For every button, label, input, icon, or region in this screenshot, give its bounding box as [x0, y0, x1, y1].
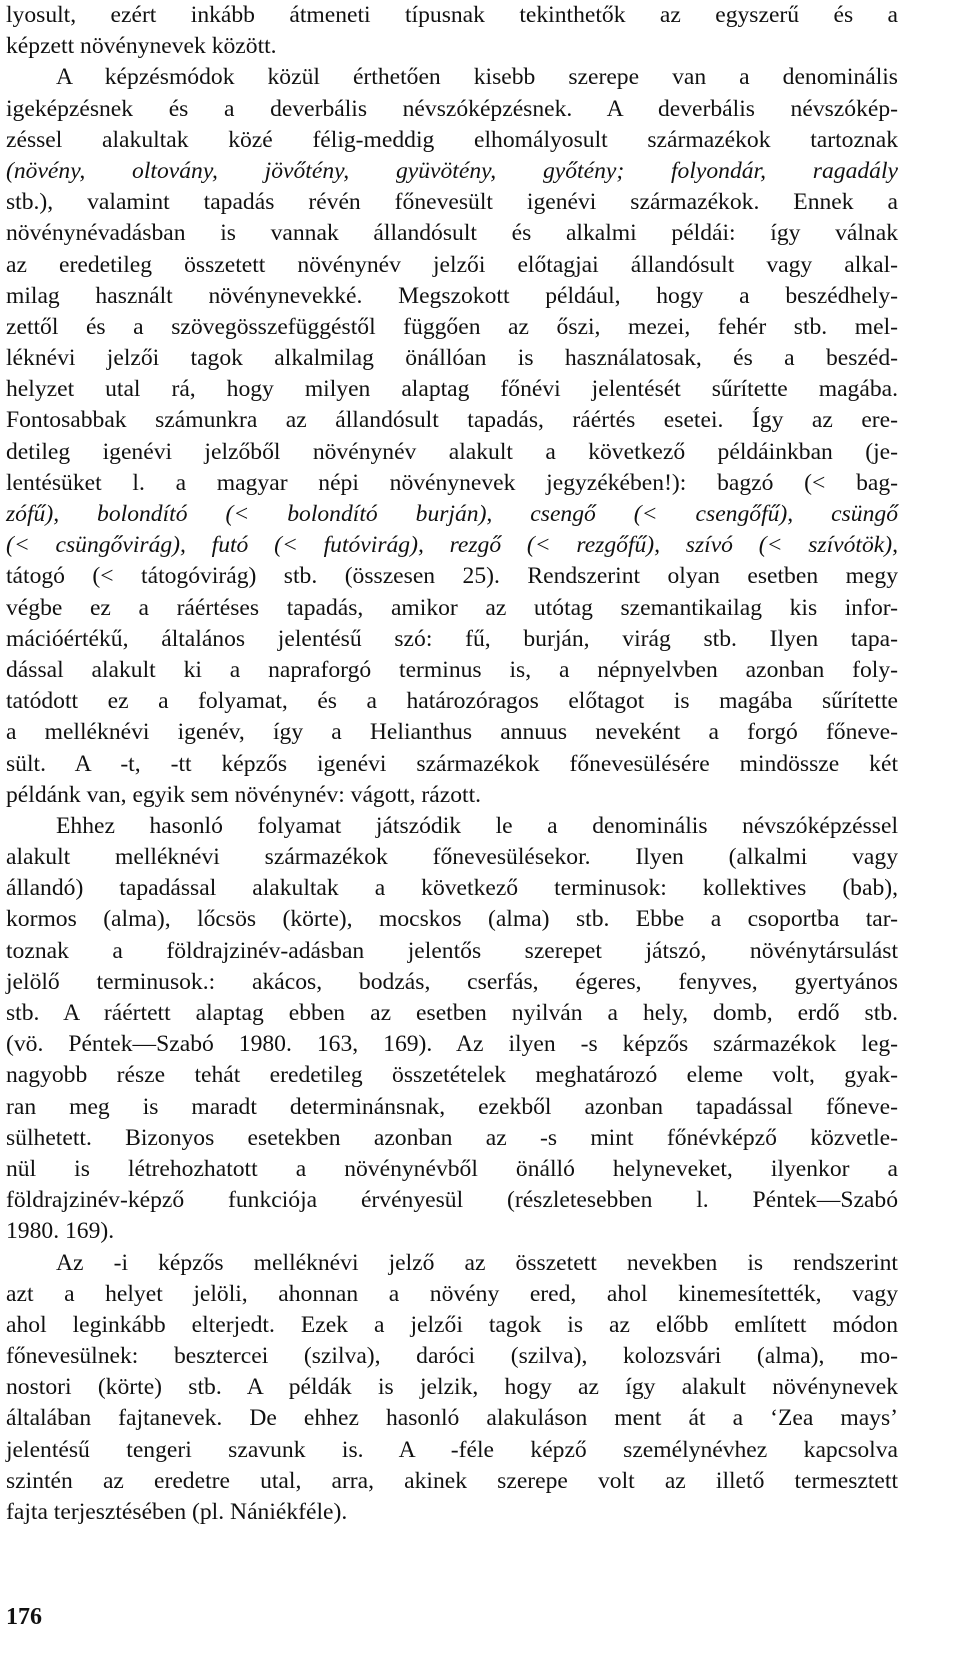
text-line: nül is létrehozhatott a növénynévből önálló helyneveket, ilyenkor a: [6, 1155, 898, 1182]
text-line: főnevesülnek: besztercei (szilva), daróci (szilva), kolozsvári (alma), mo-: [6, 1343, 898, 1370]
text-line: a melléknévi igenév, így a Helianthus annuus neveként a forgó főneve-: [6, 719, 898, 746]
text-line: példánk van, egyik sem növénynév: vágott, rázott.: [6, 781, 482, 808]
text-line: ran meg is maradt determinánsnak, ezekből azonban tapadással főneve-: [6, 1093, 898, 1120]
text-line: jelölő terminusok.: akácos, bodzás, cserfás, égeres, fenyves, gyertyános: [6, 968, 898, 995]
text-line: toznak a földrajzinév-adásban jelentős szerepet játszó, növénytársulást: [6, 937, 898, 964]
text-line: detileg igenévi jelzőből növénynév alakult a következő példáinkban (je-: [6, 438, 898, 465]
text-line: A képzésmódok közül érthetően kisebb szerepe van a denominális: [56, 64, 898, 91]
text-line: milag használt növénynevekké. Megszokott például, hogy a beszédhely-: [6, 282, 898, 309]
text-line: tátogó (< tátogóvirág) stb. (összesen 25). Rendszerint olyan esetben megy: [6, 563, 898, 590]
text-line: állandó) tapadással alakultak a következő terminusok: kollektives (bab),: [6, 875, 898, 902]
paragraph: [6, 62, 898, 811]
text-line: végbe ez a ráértéses tapadás, amikor az utótag szemantikailag kis infor-: [6, 594, 898, 621]
text-line: (< csüngővirág), futó (< futóvirág), rezgő (< rezgőfű), szívó (< szívótök),: [6, 532, 898, 559]
text-line: nostori (körte) stb. A példák is jelzik, hogy az így alakult növénynevek: [6, 1374, 898, 1401]
text-line: léknévi jelzői tagok alkalmilag önállóan is használatosak, és a beszéd-: [6, 345, 898, 372]
text-line: fajta terjesztésében (pl. Nániékféle).: [6, 1499, 348, 1525]
text-line: tatódott ez a folyamat, és a határozóragos előtagot is magába sűrítette: [6, 688, 898, 715]
paragraph: [6, 0, 898, 62]
text-line: azt a helyet jelöli, ahonnan a növény ered, ahol kinemesítették, vagy: [6, 1280, 898, 1307]
text-line: (vö. Péntek—Szabó 1980. 163, 169). Az ilyen -s képzős származékok leg-: [6, 1031, 898, 1058]
text-line: zettől és a szövegösszefüggéstől függően az őszi, mezei, fehér stb. mel-: [6, 313, 898, 340]
text-line: sülhetett. Bizonyos esetekben azonban az -s mint főnévképző közvetle-: [6, 1124, 898, 1151]
text-line: Ehhez hasonló folyamat játszódik le a denominális névszóképzéssel: [56, 812, 898, 839]
text-line: stb. A ráértett alaptag ebben az esetben nyilván a hely, domb, erdő stb.: [6, 1000, 898, 1026]
text-line: földrajzinév-képző funkciója érvényesül (részletesebben l. Péntek—Szabó: [6, 1187, 898, 1214]
paragraph: [6, 1248, 898, 1529]
text-line: igeképzésnek és a deverbális névszóképzésnek. A deverbális névszókép-: [6, 95, 898, 122]
text-line: Az -i képzős melléknévi jelző az összetett nevekben is rendszerint: [56, 1249, 898, 1276]
text-line: (növény, oltovány, jövőtény, gyüvötény, győtény; folyondár, ragadály: [6, 157, 898, 184]
text-line: nagyobb része tehát eredetileg összetételek meghatározó eleme volt, gyak-: [6, 1062, 898, 1089]
text-line: általában fajtanevek. De ehhez hasonló alakuláson ment át a ‘Zea mays’: [6, 1405, 898, 1432]
text-line: zéssel alakultak közé félig-meddig elhomályosult származékok tartoznak: [6, 126, 898, 153]
text-line: dással alakult ki a napraforgó terminus is, a népnyelvben azonban foly-: [6, 656, 898, 683]
text-line: lentésüket l. a magyar népi növénynevek jegyzékében!): bagzó (< bag-: [6, 469, 898, 496]
text-line: mációértékű, általános jelentésű szó: fű, burján, virág stb. Ilyen tapa-: [6, 625, 898, 652]
text-line: kormos (alma), lőcsös (körte), mocskos (alma) stb. Ebbe a csoportba tar-: [6, 906, 898, 933]
text-line: sült. A -t, -tt képzős igenévi származékok főnevesülésére mindössze két: [6, 750, 898, 777]
text-line: helyzet utal rá, hogy milyen alaptag főnévi jelentését sűrítette magába.: [6, 376, 898, 403]
text-line: zófű), bolondító (< bolondító burján), csengő (< csengőfű), csüngő: [6, 501, 898, 527]
text-line: lyosult, ezért inkább átmeneti típusnak tekinthetők az egyszerű és a: [6, 2, 898, 28]
text-line: Fontosabbak számunkra az állandósult tapadás, ráértés esetei. Így az ere-: [6, 407, 898, 434]
text-line: 1980. 169).: [6, 1218, 115, 1245]
page-number: 176: [6, 1604, 42, 1630]
text-line: képzett növénynevek között.: [6, 33, 277, 60]
text-line: stb.), valamint tapadás révén főnevesült igenévi származékok. Ennek a: [6, 189, 898, 216]
body-text: [6, 0, 898, 1528]
text-line: szintén az eredetre utal, arra, akinek szerepe volt az illető termesztett: [6, 1467, 898, 1494]
text-line: alakult melléknévi származékok főnevesülésekor. Ilyen (alkalmi vagy: [6, 844, 898, 871]
text-line: jelentésű tengeri szavunk is. A -féle képző személynévhez kapcsolva: [6, 1436, 898, 1463]
text-line: növénynévadásban is vannak állandósult és alkalmi példái: így válnak: [6, 220, 898, 247]
paragraph: [6, 811, 898, 1248]
text-line: ahol leginkább elterjedt. Ezek a jelzői tagok is az előbb említett módon: [6, 1311, 898, 1338]
text-line: az eredetileg összetett növénynév jelzői előtagjai állandósult vagy alkal-: [6, 251, 898, 278]
